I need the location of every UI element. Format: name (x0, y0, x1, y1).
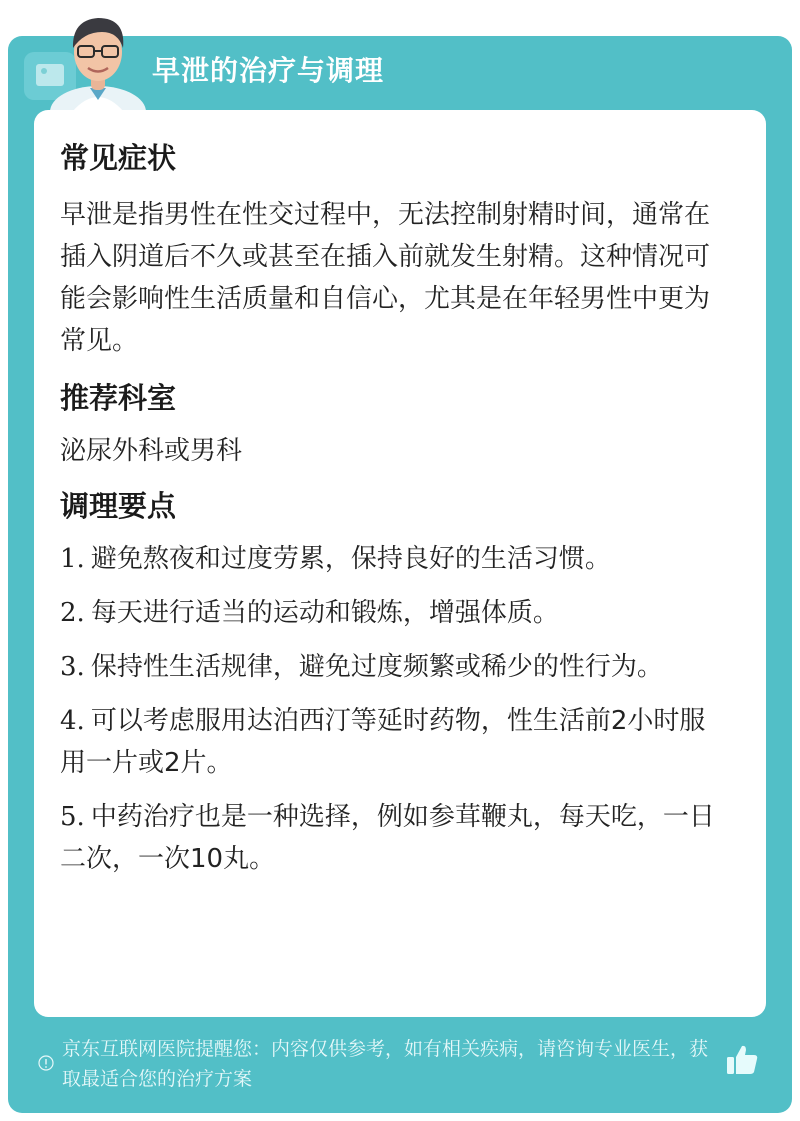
tip-text: 中药治疗也是一种选择，例如参茸鞭丸，每天吃，一日二次，一次10丸。 (60, 802, 715, 874)
article-content (60, 136, 730, 892)
content-card (34, 110, 766, 1017)
symptoms-text: 早泄是指男性在性交过程中，无法控制射精时间，通常在插入阴道后不久或甚至在插入前就发生射精。这种情况可能会影响性生活质量和自信心，尤其是在年轻男性中更为常见。 (60, 200, 711, 356)
tip-text: 每天进行适当的运动和锻炼，增强体质。 (90, 598, 559, 628)
tip-text: 可以考虑服用达泊西汀等延时药物，性生活前2小时服用一片或2片。 (60, 706, 706, 778)
tip-item (60, 592, 730, 634)
department-text: 泌尿外科或男科 (60, 436, 243, 466)
tip-item (60, 538, 730, 580)
thumbs-up-icon[interactable] (724, 1042, 760, 1078)
tip-number: 3. (60, 652, 85, 682)
info-icon (38, 1055, 54, 1071)
doctor-avatar (42, 8, 154, 112)
tip-item (60, 646, 730, 688)
tip-number: 1. (60, 544, 85, 574)
tip-text: 保持性生活规律，避免过度频繁或稀少的性行为。 (90, 652, 663, 682)
tip-number: 4. (60, 706, 85, 736)
tip-item (60, 700, 730, 784)
tip-number: 2. (60, 598, 85, 628)
disclaimer-text: 京东互联网医院提醒您：内容仅供参考，如有相关疾病，请咨询专业医生，获取最适合您的治疗方案 (62, 1038, 709, 1090)
tip-item (60, 796, 730, 880)
tips-heading: 调理要点 (60, 489, 177, 523)
tips-list (60, 538, 730, 880)
tip-text: 避免熬夜和过度劳累，保持良好的生活习惯。 (90, 544, 611, 574)
department-heading: 推荐科室 (60, 381, 177, 415)
symptoms-heading: 常见症状 (60, 141, 177, 175)
tip-number: 5. (60, 802, 85, 832)
page-title: 早泄的治疗与调理 (152, 54, 385, 87)
